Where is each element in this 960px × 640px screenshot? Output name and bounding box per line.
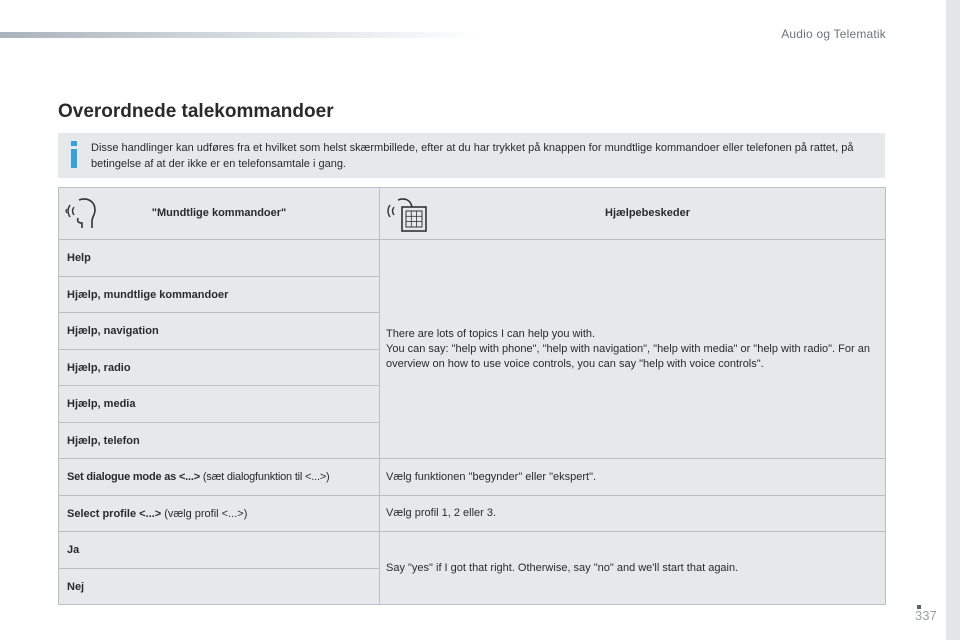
table-row <box>59 532 886 569</box>
command-no: Nej <box>59 569 380 605</box>
dialogue-mode-response: Vælg funktionen "begynder" eller "ekspert". <box>380 459 886 496</box>
table-row <box>59 240 886 277</box>
page-title: Overordnede talekommandoer <box>58 101 334 122</box>
yes-no-response: Say "yes" if I got that right. Otherwise, say "no" and we'll start that again. <box>380 532 886 605</box>
column-header-help-messages: Hjælpebeskeder <box>380 188 886 240</box>
table-row <box>59 459 886 496</box>
command-help-phone: Hjælp, telefon <box>59 423 380 459</box>
info-box <box>58 133 885 178</box>
command-dialogue-mode: Set dialogue mode as <...> (sæt dialogfunktion til <...>) <box>59 459 380 496</box>
help-response-line1: There are lots of topics I can help you with. <box>386 327 596 340</box>
select-profile-response: Vælg profil 1, 2 eller 3. <box>380 496 886 532</box>
info-text: Disse handlinger kan udføres fra et hvilket som helst skærmbillede, efter at du har trykket på knappen for mundtlige kommandoer eller telefonen på rattet, på betingelse af at der ikke er en telefonsamtale i gang. <box>91 142 854 170</box>
command-help-radio: Hjælp, radio <box>59 350 380 386</box>
section-label: Audio og Telematik <box>781 27 886 41</box>
command-help: Help <box>59 240 380 277</box>
command-yes: Ja <box>59 532 380 569</box>
header-accent-bar <box>0 32 480 38</box>
command-help-navigation: Hjælp, navigation <box>59 313 380 350</box>
column-header-commands: "Mundtlige kommandoer" <box>59 188 380 240</box>
info-icon <box>71 141 77 168</box>
command-help-media: Hjælp, media <box>59 386 380 423</box>
page-number: 337 <box>915 608 937 623</box>
page-edge-strip <box>946 0 960 640</box>
command-help-voice: Hjælp, mundtlige kommandoer <box>59 277 380 313</box>
voice-command-table <box>58 187 886 605</box>
command-select-profile: Select profile <...> (vælg profil <...>) <box>59 496 380 532</box>
help-response <box>380 240 886 459</box>
help-response-line2: You can say: "help with phone", "help with navigation", "help with media" or "help with radio". For an overview on how to use voice controls, you can say "help with voice controls". <box>386 342 870 370</box>
table-row <box>59 496 886 532</box>
